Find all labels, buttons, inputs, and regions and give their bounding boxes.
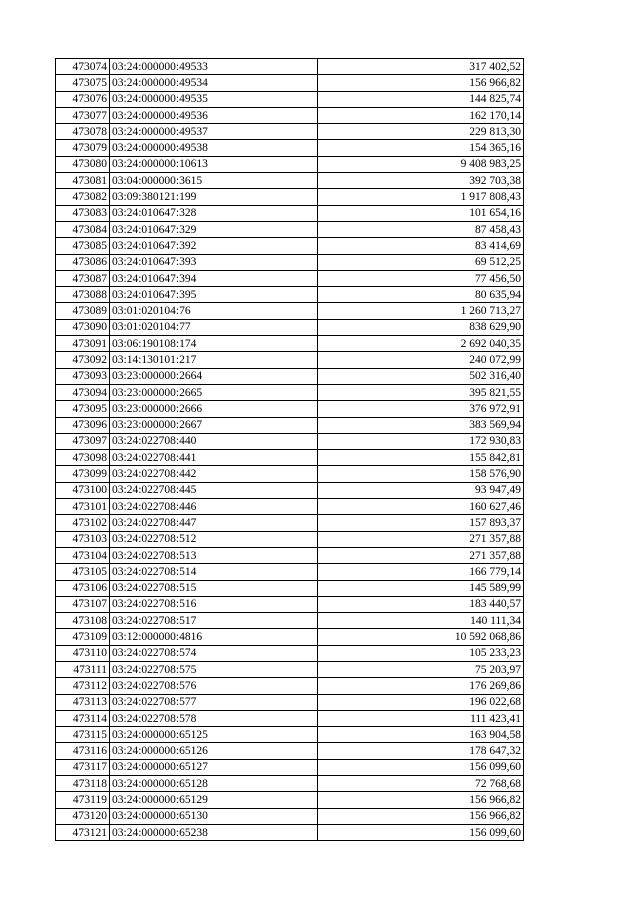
cadastral-value-cell: 2 692 040,35 — [318, 336, 524, 352]
row-number-cell: 473106 — [56, 580, 110, 596]
row-number-cell: 473078 — [56, 124, 110, 140]
row-number-cell: 473104 — [56, 547, 110, 563]
cadastral-number-cell: 03:24:010647:392 — [110, 238, 318, 254]
table-row — [56, 156, 524, 172]
row-number-cell: 473097 — [56, 433, 110, 449]
cadastral-number-cell: 03:24:000000:65128 — [110, 776, 318, 792]
table-row — [56, 140, 524, 156]
row-number-cell: 473113 — [56, 694, 110, 710]
cadastral-number-cell: 03:24:022708:578 — [110, 710, 318, 726]
table-row — [56, 384, 524, 400]
cadastral-value-cell: 383 569,94 — [318, 417, 524, 433]
cadastral-value-cell: 317 402,52 — [318, 59, 524, 75]
row-number-cell: 473111 — [56, 661, 110, 677]
cadastral-value-cell: 240 072,99 — [318, 352, 524, 368]
row-number-cell: 473114 — [56, 710, 110, 726]
table-row — [56, 466, 524, 482]
cadastral-value-cell: 271 357,88 — [318, 547, 524, 563]
row-number-cell: 473084 — [56, 221, 110, 237]
table-row — [56, 433, 524, 449]
cadastral-value-cell: 158 576,90 — [318, 466, 524, 482]
row-number-cell: 473094 — [56, 384, 110, 400]
cadastral-number-cell: 03:24:022708:447 — [110, 515, 318, 531]
cadastral-number-cell: 03:24:022708:441 — [110, 450, 318, 466]
cadastral-number-cell: 03:23:000000:2667 — [110, 417, 318, 433]
table-row — [56, 645, 524, 661]
row-number-cell: 473074 — [56, 59, 110, 75]
cadastral-number-cell: 03:24:000000:65130 — [110, 808, 318, 824]
table-row — [56, 124, 524, 140]
table-row — [56, 91, 524, 107]
table-row — [56, 303, 524, 319]
cadastral-number-cell: 03:24:022708:446 — [110, 499, 318, 515]
cadastral-value-cell: 196 022,68 — [318, 694, 524, 710]
cadastral-number-cell: 03:01:020104:77 — [110, 319, 318, 335]
cadastral-value-cell: 838 629,90 — [318, 319, 524, 335]
cadastral-number-cell: 03:24:022708:574 — [110, 645, 318, 661]
cadastral-number-cell: 03:24:010647:394 — [110, 270, 318, 286]
row-number-cell: 473088 — [56, 287, 110, 303]
cadastral-number-cell: 03:24:022708:514 — [110, 564, 318, 580]
cadastral-value-cell: 166 779,14 — [318, 564, 524, 580]
cadastral-number-cell: 03:24:010647:395 — [110, 287, 318, 303]
cadastral-value-cell: 502 316,40 — [318, 368, 524, 384]
table-row — [56, 564, 524, 580]
cadastral-value-cell: 72 768,68 — [318, 776, 524, 792]
row-number-cell: 473109 — [56, 629, 110, 645]
cadastral-value-cell: 229 813,30 — [318, 124, 524, 140]
row-number-cell: 473082 — [56, 189, 110, 205]
row-number-cell: 473079 — [56, 140, 110, 156]
cadastral-number-cell: 03:12:000000:4816 — [110, 629, 318, 645]
cadastral-number-cell: 03:24:000000:65125 — [110, 727, 318, 743]
cadastral-number-cell: 03:24:000000:65129 — [110, 792, 318, 808]
cadastral-number-cell: 03:14:130101:217 — [110, 352, 318, 368]
cadastral-value-cell: 376 972,91 — [318, 401, 524, 417]
cadastral-value-cell: 392 703,38 — [318, 173, 524, 189]
table-row — [56, 173, 524, 189]
cadastral-value-cell: 176 269,86 — [318, 678, 524, 694]
cadastral-number-cell: 03:24:022708:516 — [110, 596, 318, 612]
cadastral-number-cell: 03:23:000000:2665 — [110, 384, 318, 400]
cadastral-number-cell: 03:24:010647:328 — [110, 205, 318, 221]
row-number-cell: 473089 — [56, 303, 110, 319]
cadastral-value-cell: 140 111,34 — [318, 613, 524, 629]
row-number-cell: 473081 — [56, 173, 110, 189]
cadastral-value-cell: 93 947,49 — [318, 482, 524, 498]
table-row — [56, 531, 524, 547]
cadastral-number-cell: 03:24:000000:49535 — [110, 91, 318, 107]
cadastral-value-cell: 83 414,69 — [318, 238, 524, 254]
cadastral-number-cell: 03:24:022708:575 — [110, 661, 318, 677]
cadastral-value-cell: 156 966,82 — [318, 792, 524, 808]
table-row — [56, 710, 524, 726]
cadastral-number-cell: 03:09:380121:199 — [110, 189, 318, 205]
row-number-cell: 473121 — [56, 824, 110, 840]
cadastral-value-table — [55, 58, 524, 841]
table-row — [56, 270, 524, 286]
cadastral-number-cell: 03:01:020104:76 — [110, 303, 318, 319]
cadastral-number-cell: 03:24:022708:445 — [110, 482, 318, 498]
row-number-cell: 473103 — [56, 531, 110, 547]
row-number-cell: 473091 — [56, 336, 110, 352]
row-number-cell: 473115 — [56, 727, 110, 743]
cadastral-value-cell: 156 966,82 — [318, 75, 524, 91]
cadastral-number-cell: 03:24:010647:329 — [110, 221, 318, 237]
table-row — [56, 482, 524, 498]
cadastral-number-cell: 03:24:022708:442 — [110, 466, 318, 482]
table-row — [56, 824, 524, 840]
cadastral-number-cell: 03:04:000000:3615 — [110, 173, 318, 189]
cadastral-value-cell: 156 099,60 — [318, 759, 524, 775]
row-number-cell: 473090 — [56, 319, 110, 335]
table-row — [56, 694, 524, 710]
table-row — [56, 368, 524, 384]
row-number-cell: 473107 — [56, 596, 110, 612]
table-row — [56, 238, 524, 254]
table-row — [56, 499, 524, 515]
table-row — [56, 401, 524, 417]
row-number-cell: 473075 — [56, 75, 110, 91]
table-row — [56, 352, 524, 368]
cadastral-value-cell: 75 203,97 — [318, 661, 524, 677]
table-row — [56, 547, 524, 563]
table-row — [56, 254, 524, 270]
cadastral-number-cell: 03:24:010647:393 — [110, 254, 318, 270]
cadastral-value-cell: 80 635,94 — [318, 287, 524, 303]
row-number-cell: 473118 — [56, 776, 110, 792]
table-row — [56, 336, 524, 352]
row-number-cell: 473095 — [56, 401, 110, 417]
cadastral-number-cell: 03:23:000000:2666 — [110, 401, 318, 417]
row-number-cell: 473112 — [56, 678, 110, 694]
row-number-cell: 473092 — [56, 352, 110, 368]
row-number-cell: 473102 — [56, 515, 110, 531]
table-row — [56, 287, 524, 303]
table-row — [56, 189, 524, 205]
cadastral-value-cell: 9 408 983,25 — [318, 156, 524, 172]
cadastral-value-cell: 156 099,60 — [318, 824, 524, 840]
cadastral-value-cell: 101 654,16 — [318, 205, 524, 221]
table-row — [56, 59, 524, 75]
cadastral-number-cell: 03:24:000000:49537 — [110, 124, 318, 140]
row-number-cell: 473098 — [56, 450, 110, 466]
row-number-cell: 473076 — [56, 91, 110, 107]
row-number-cell: 473080 — [56, 156, 110, 172]
cadastral-value-cell: 69 512,25 — [318, 254, 524, 270]
table-row — [56, 450, 524, 466]
cadastral-value-cell: 156 966,82 — [318, 808, 524, 824]
cadastral-number-cell: 03:24:022708:440 — [110, 433, 318, 449]
cadastral-number-cell: 03:24:000000:65127 — [110, 759, 318, 775]
table-row — [56, 221, 524, 237]
row-number-cell: 473105 — [56, 564, 110, 580]
row-number-cell: 473096 — [56, 417, 110, 433]
cadastral-value-cell: 271 357,88 — [318, 531, 524, 547]
row-number-cell: 473085 — [56, 238, 110, 254]
cadastral-value-cell: 1 917 808,43 — [318, 189, 524, 205]
table-body — [56, 59, 524, 841]
table-row — [56, 629, 524, 645]
cadastral-number-cell: 03:24:000000:49534 — [110, 75, 318, 91]
row-number-cell: 473110 — [56, 645, 110, 661]
table-row — [56, 580, 524, 596]
cadastral-number-cell: 03:24:000000:49533 — [110, 59, 318, 75]
cadastral-value-cell: 157 893,37 — [318, 515, 524, 531]
cadastral-value-cell: 395 821,55 — [318, 384, 524, 400]
table-row — [56, 776, 524, 792]
cadastral-number-cell: 03:24:000000:65238 — [110, 824, 318, 840]
cadastral-number-cell: 03:24:000000:65126 — [110, 743, 318, 759]
cadastral-value-cell: 10 592 068,86 — [318, 629, 524, 645]
cadastral-value-cell: 183 440,57 — [318, 596, 524, 612]
table-row — [56, 743, 524, 759]
row-number-cell: 473087 — [56, 270, 110, 286]
cadastral-value-cell: 144 825,74 — [318, 91, 524, 107]
row-number-cell: 473077 — [56, 107, 110, 123]
cadastral-value-cell: 172 930,83 — [318, 433, 524, 449]
cadastral-number-cell: 03:24:000000:49536 — [110, 107, 318, 123]
cadastral-number-cell: 03:24:022708:517 — [110, 613, 318, 629]
row-number-cell: 473099 — [56, 466, 110, 482]
table-row — [56, 107, 524, 123]
table-row — [56, 759, 524, 775]
cadastral-value-cell: 154 365,16 — [318, 140, 524, 156]
table-row — [56, 613, 524, 629]
cadastral-value-cell: 111 423,41 — [318, 710, 524, 726]
table-row — [56, 205, 524, 221]
row-number-cell: 473117 — [56, 759, 110, 775]
cadastral-number-cell: 03:24:022708:513 — [110, 547, 318, 563]
table-row — [56, 727, 524, 743]
cadastral-value-cell: 178 647,32 — [318, 743, 524, 759]
cadastral-number-cell: 03:24:022708:515 — [110, 580, 318, 596]
table-row — [56, 808, 524, 824]
row-number-cell: 473093 — [56, 368, 110, 384]
table-row — [56, 319, 524, 335]
table-row — [56, 417, 524, 433]
row-number-cell: 473108 — [56, 613, 110, 629]
cadastral-number-cell: 03:24:022708:512 — [110, 531, 318, 547]
row-number-cell: 473120 — [56, 808, 110, 824]
cadastral-number-cell: 03:06:190108:174 — [110, 336, 318, 352]
row-number-cell: 473100 — [56, 482, 110, 498]
cadastral-value-cell: 160 627,46 — [318, 499, 524, 515]
row-number-cell: 473101 — [56, 499, 110, 515]
cadastral-value-cell: 87 458,43 — [318, 221, 524, 237]
cadastral-value-cell: 1 260 713,27 — [318, 303, 524, 319]
row-number-cell: 473116 — [56, 743, 110, 759]
table-row — [56, 515, 524, 531]
table-row — [56, 678, 524, 694]
cadastral-value-cell: 145 589,99 — [318, 580, 524, 596]
table-row — [56, 661, 524, 677]
table-row — [56, 596, 524, 612]
row-number-cell: 473119 — [56, 792, 110, 808]
table-row — [56, 75, 524, 91]
cadastral-value-cell: 105 233,23 — [318, 645, 524, 661]
table-row — [56, 792, 524, 808]
row-number-cell: 473086 — [56, 254, 110, 270]
row-number-cell: 473083 — [56, 205, 110, 221]
cadastral-number-cell: 03:24:022708:577 — [110, 694, 318, 710]
cadastral-value-cell: 77 456,50 — [318, 270, 524, 286]
cadastral-number-cell: 03:24:000000:10613 — [110, 156, 318, 172]
cadastral-number-cell: 03:24:022708:576 — [110, 678, 318, 694]
cadastral-number-cell: 03:24:000000:49538 — [110, 140, 318, 156]
cadastral-value-cell: 155 842,81 — [318, 450, 524, 466]
cadastral-value-cell: 162 170,14 — [318, 107, 524, 123]
cadastral-number-cell: 03:23:000000:2664 — [110, 368, 318, 384]
cadastral-value-cell: 163 904,58 — [318, 727, 524, 743]
